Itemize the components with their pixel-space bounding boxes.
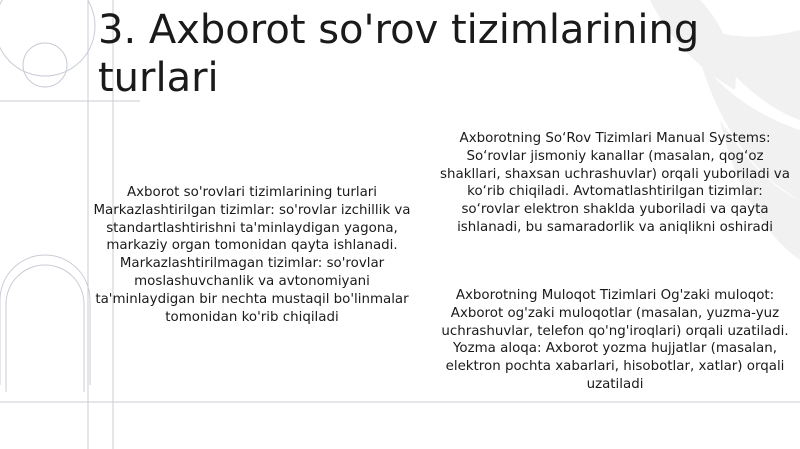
large-decor-circle <box>0 0 95 76</box>
small-decor-circle <box>23 43 67 87</box>
left-text-block: Axborot so'rovlari tizimlarining turlari Markazlashtirilgan tizimlar: so'rovlar izchillik va standartlashtirishni ta'minlaydigan yagona, markaziy organ tomonidan qayta ishlanadi. Markazlashtirilmagan tizimlar: so'rovlar moslashuvchanlik va avtonomiyani ta'minlaydigan bir nechta mustaqil bo'linmalar tomonidan ko'rib chiqiladi <box>93 185 411 325</box>
right-top-text-block: Axborotning So‘Rov Tizimlari Manual Systems: So‘rovlar jismoniy kanallar (masalan, qog‘oz shakllari, shaxsan uchrashuvlar) orqali yuboriladi va ko‘rib chiqiladi. Avtomatlashtirilgan tizimlar: so‘rovlar elektron shaklda yuboriladi va qayta ishlanadi, bu samaradorlik va aniqlikni oshiradi <box>440 131 790 235</box>
right-bottom-text-block: Axborotning Muloqot Tizimlari Og'zaki muloqot: Axborot og'zaki muloqotlar (masalan, yuzma-yuz uchrashuvlar, telefon qo'ng'iroqlari) orqali uzatiladi. Yozma aloqa: Axborot yozma hujjatlar (masalan, elektron pochta xabarlari, hisobotlar, xatlar) orqali uzatiladi <box>441 288 789 392</box>
arch-inner <box>6 265 84 392</box>
arch-outer <box>0 255 90 385</box>
slide-title: 3. Axborot so'rov tizimlarining turlari <box>98 7 700 101</box>
